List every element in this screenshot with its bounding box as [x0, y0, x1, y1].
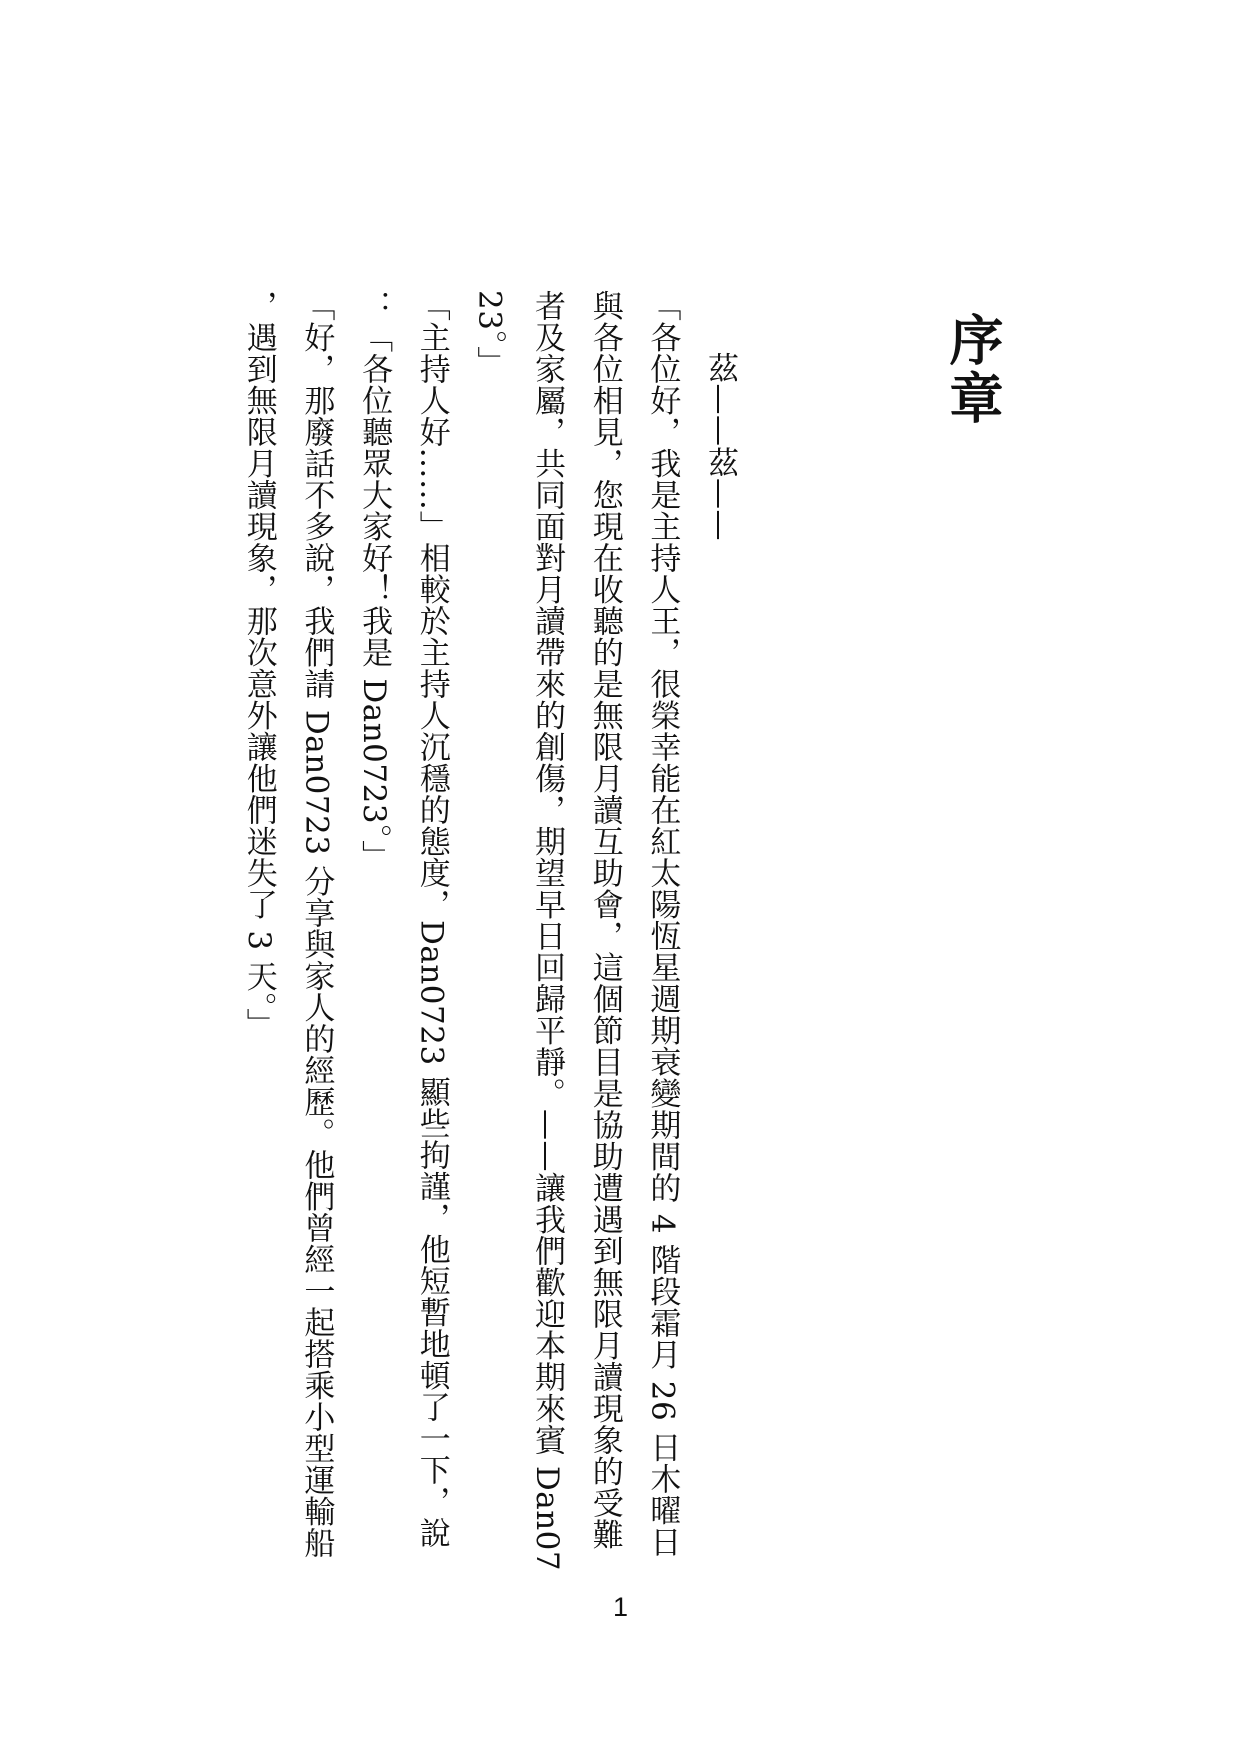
paragraph-sound-effect: 茲——茲—— [702, 352, 738, 541]
body-text [188, 290, 748, 1580]
paragraph-host-prompt: 「好，那廢話不多說，我們請 Dan0723 分享與家人的經歷。他們曾經一起搭乘小型運輸船，遇到無限月讀現象，那次意外讓他們迷失了 3 天。」 [240, 290, 335, 1559]
page-number: 1 [612, 1592, 629, 1622]
chapter-title: 序章 [941, 312, 1005, 428]
paragraph-guest-greeting: 「主持人好……」相較於主持人沉穩的態度，Dan0723 顯些拘謹，他短暫地頓了一下，說：「各位聽眾大家好！我是 Dan0723。」 [356, 290, 450, 1549]
paragraph-host-introduction: 「各位好，我是主持人王，很榮幸能在紅太陽恆星週期衰變期間的 4 階段霜月 26 日木曜日與各位相見，您現在收聽的是無限月讀互助會，這個節目是協助遭遇到無限月讀現象的受難者及家屬，共同面對月讀帶來的創傷，期望早日回歸平靜。——讓我們歡迎本期來賓 Dan0723。」 [471, 290, 681, 1572]
